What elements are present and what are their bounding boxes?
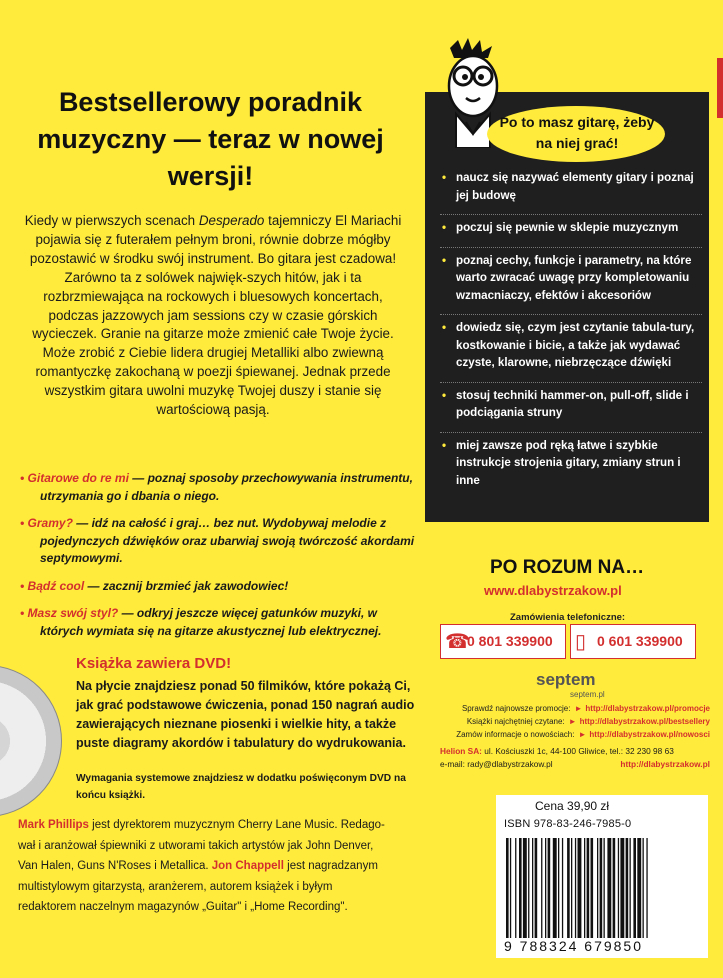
author-bio-text: jest nagradzanym multistylowym gitarzystą, aranżerem, autorem książek i byłym redaktorem naczelnym magazynów „Guitar" i „Home Recording". <box>18 860 378 913</box>
arrow-icon: ► <box>578 730 587 739</box>
feature-item: • Bądź cool — zacznij brzmieć jak zawodowiec! <box>20 578 289 593</box>
septem-name: septem <box>536 670 596 689</box>
phone-icon: ☎ <box>445 631 470 653</box>
barcode-number: 9 788324 679850 <box>504 938 643 954</box>
arrow-icon: ► <box>574 704 583 713</box>
phone-number: 0 801 339900 <box>467 633 553 649</box>
feature-title: Bądź cool <box>27 578 85 593</box>
isbn: ISBN 978-83-246-7985-0 <box>504 818 632 830</box>
bullet-icon: • <box>442 388 447 402</box>
publisher-info <box>440 745 710 771</box>
links-list <box>440 702 710 741</box>
intro-text-1: Kiedy w pierwszych scenach <box>24 213 199 228</box>
dvd-disc-icon <box>0 665 62 817</box>
benefit-item: • poznaj cechy, funkcje i parametry, na które warto zwracać uwagę przy kompletowaniu wzmacniaczy, efektów i akcesoriów <box>440 247 702 309</box>
link-row: Zamów informacje o nowościach: ► http://dlabystrzakow.pl/nowosci <box>456 730 710 739</box>
bullet-icon: • <box>442 438 447 452</box>
link-url[interactable]: http://dlabystrzakow.pl/promocje <box>585 704 710 713</box>
publisher-address: ul. Kościuszki 1c, 44-100 Gliwice, tel.: 32 230 98 63 <box>484 746 674 756</box>
bullet-icon: • <box>442 321 447 334</box>
phone-number: 0 601 339900 <box>597 633 683 649</box>
promo-website[interactable]: www.dlabystrzakow.pl <box>484 583 622 598</box>
benefits-list <box>440 165 702 499</box>
septem-logo <box>536 670 605 699</box>
phone-box <box>440 624 566 659</box>
dvd-title: Książka zawiera DVD! <box>76 655 232 672</box>
feature-title: Gramy? <box>27 516 73 530</box>
feature-text: — idź na całość i graj… bez nut. Wydobywaj melodie z pojedynczych dźwięków oraz ubarwiaj swoją twórczość akordami septymowymi. <box>40 516 415 565</box>
bullet-icon: • <box>442 221 447 234</box>
publisher-url[interactable]: http://dlabystrzakow.pl <box>620 759 710 769</box>
author-name: Jon Chappell <box>211 860 284 872</box>
bullet-icon: • <box>442 253 447 267</box>
dvd-requirements: Wymagania systemowe znajdziesz w dodatku poświęconym DVD na końcu książki. <box>76 773 406 801</box>
promo-slogan: PO ROZUM NA… <box>490 557 645 578</box>
edge-strip <box>717 58 723 118</box>
publisher-email: e-mail: rady@dlabystrzakow.pl <box>440 759 553 769</box>
barcode-icon <box>506 838 700 938</box>
feature-title: Gitarowe do re mi <box>27 471 129 485</box>
dvd-description: Na płycie znajdziesz ponad 50 filmików, które pokażą Ci, jak grać podstawowe ćwiczenia, ponad 150 nagrań audio zawierających nieznane piosenki i wielkie hity, a także puste diagramy akordów i tabulatury do wydrukowania. <box>76 679 415 750</box>
phone-orders-label: Zamówienia telefoniczne: <box>510 612 626 623</box>
mobile-phone-icon: ▯ <box>575 631 587 653</box>
link-row: Sprawdź najnowsze promocje: ► http://dlabystrzakow.pl/promocje <box>461 704 710 713</box>
benefit-item: • miej zawsze pod ręką łatwe i szybkie instrukcje strojenia gitary, zmiany strun i inne <box>440 432 702 494</box>
benefit-item: • poczuj się pewnie w sklepie muzycznym <box>440 214 702 241</box>
intro-italic-title: Desperado <box>198 213 265 228</box>
publisher-name: Helion SA: <box>440 746 482 756</box>
speech-bubble-text: Po to masz gitarę, żeby na niej grać! <box>499 114 655 151</box>
phone-box <box>570 624 696 659</box>
author-bio-text: jest dyrektorem muzycznym Cherry Lane Music. Redago-wał i aranżował śpiewniki z utworami takich artystów jak John Denver, Van Halen, Guns N'Roses i Metallica. <box>18 819 385 872</box>
intro-paragraph <box>18 212 408 420</box>
intro-text-2: tajemniczy El Mariachi pojawia się z futerałem pełnym broni, równie dobrze mógłby pozostawić w środku swój instrument. Bo gitara jest czadowa! Zarówno ta z solówek najwięk-szych hitów, jak i ta rozbrzmiewająca na rockowych i bluesowych koncertach, podczas jazzowych jam sessions czy w czasie górskich wycieczek. Granie na gitarze może zmienić całe Twoje życie. Może zrobić z Ciebie lidera drugiej Metalliki albo zwiewną romantyczkę zakochaną w poezji śpiewanej. Jednak przede wszystkim gitara uwolni muzykę Twojej duszy i stanie się wartościową pasją. <box>29 213 402 418</box>
link-url[interactable]: http://dlabystrzakow.pl/nowosci <box>589 730 710 739</box>
benefit-item: • naucz się nazywać elementy gitary i poznaj jej budowę <box>442 171 694 202</box>
link-url[interactable]: http://dlabystrzakow.pl/bestsellery <box>579 717 710 726</box>
feature-title: Masz swój styl? <box>27 606 119 620</box>
author-name: Mark Phillips <box>18 819 89 831</box>
feature-list <box>20 470 420 650</box>
septem-url: septem.pl <box>570 690 605 699</box>
authors-bio <box>18 815 393 918</box>
bullet-icon: • <box>442 171 447 184</box>
benefit-item: • stosuj techniki hammer-on, pull-off, slide i podciągania struny <box>440 382 702 426</box>
feature-item: • Masz swój styl? — odkryj jeszcze więcej gatunków muzyki, w których wymiata się na gitarze akustycznej lub elektrycznej. <box>20 606 382 638</box>
feature-text: — odkryj jeszcze więcej gatunków muzyki, w których wymiata się na gitarze akustycznej lub elektrycznej. <box>40 606 382 638</box>
headline: Bestsellerowy poradnik muzyczny — teraz w nowej wersji! <box>37 87 384 191</box>
price: Cena 39,90 zł <box>535 799 610 813</box>
feature-text: — poznaj sposoby przechowywania instrumentu, utrzymania go i dbania o niego. <box>40 471 413 503</box>
arrow-icon: ► <box>568 717 577 726</box>
link-row: Książki najchętniej czytane: ► http://dlabystrzakow.pl/bestsellery <box>466 717 710 726</box>
benefit-item: • dowiedz się, czym jest czytanie tabula-tury, kostkowanie i bicie, a także jak wydawać czyste, klarowne, niebrzęczące dźwięki <box>440 314 702 376</box>
feature-item: • Gramy? — idź na całość i graj… bez nut. Wydobywaj melodie z pojedynczych dźwięków oraz ubarwiaj swoją twórczość akordami septymowymi. <box>20 516 415 565</box>
feature-text: — zacznij brzmieć jak zawodowiec! <box>84 578 289 593</box>
feature-item: • Gitarowe do re mi — poznaj sposoby przechowywania instrumentu, utrzymania go i dbania o niego. <box>20 471 413 503</box>
